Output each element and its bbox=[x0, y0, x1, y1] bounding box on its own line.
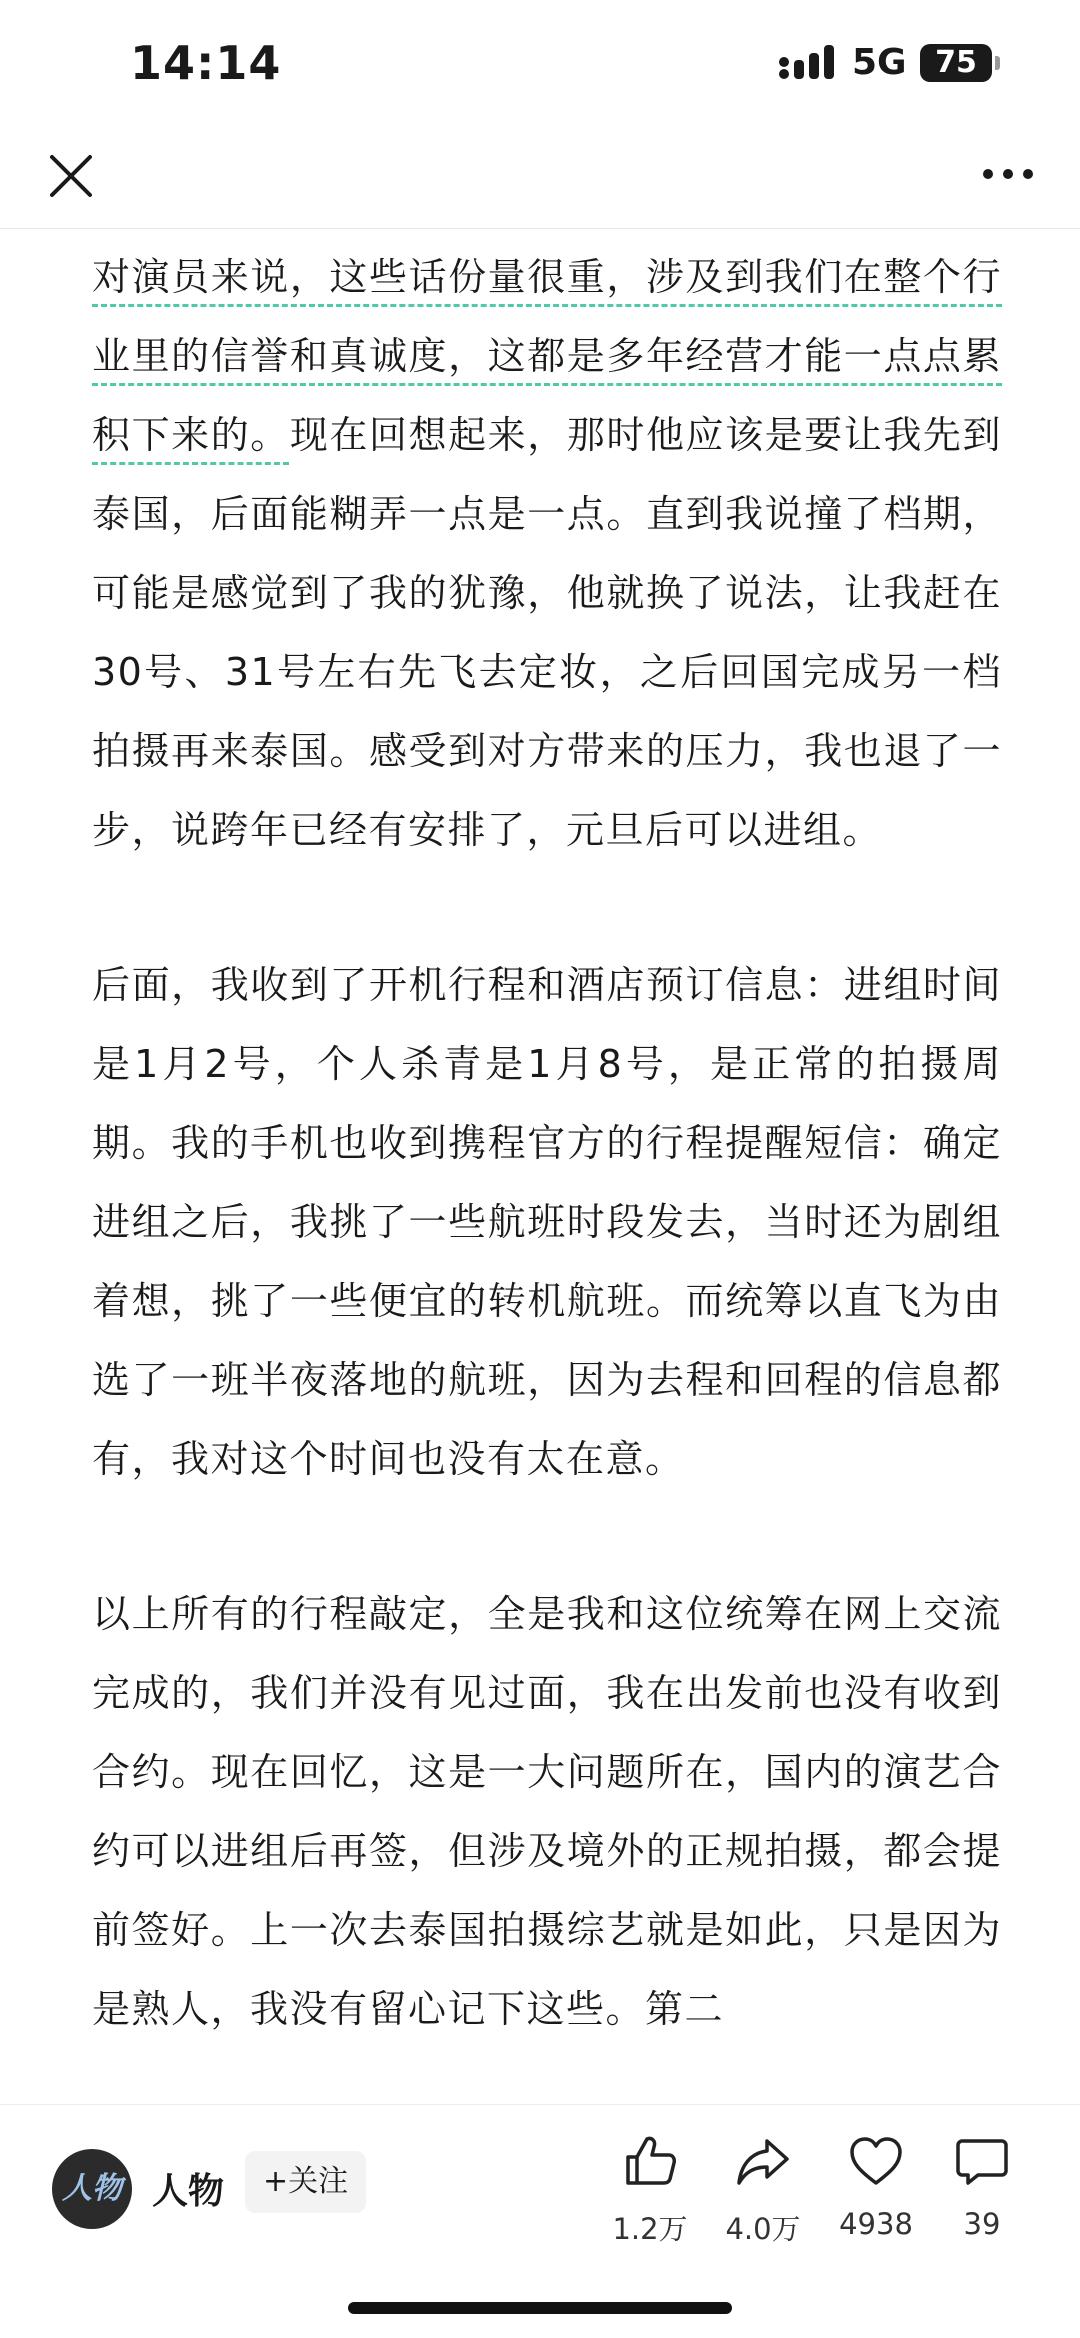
comment-button[interactable] bbox=[922, 2133, 1042, 2241]
avatar[interactable]: 人物 bbox=[52, 2149, 132, 2229]
battery-tip bbox=[995, 56, 1000, 70]
status-bar bbox=[0, 0, 1080, 130]
close-icon[interactable] bbox=[48, 153, 94, 199]
share-icon bbox=[735, 2133, 791, 2189]
article-paragraph: 以上所有的行程敲定，全是我和这位统筹在网上交流完成的，我们并没有见过面，我在出发前也没有收到合约。现在回忆，这是一大问题所在，国内的演艺合约可以进组后再签，但涉及境外的正规拍摄，都会提前签好。上一次去泰国拍摄综艺就是如此，只是因为是熟人，我没有留心记下这些。第二 bbox=[92, 1592, 1002, 2031]
signal-icon bbox=[778, 44, 836, 80]
heart-icon bbox=[848, 2133, 904, 2189]
thumbs-up-icon bbox=[622, 2133, 678, 2189]
home-indicator bbox=[348, 2302, 732, 2314]
article-body bbox=[92, 230, 1002, 2102]
article-paragraph bbox=[92, 238, 1002, 870]
more-icon[interactable] bbox=[980, 162, 1036, 186]
battery-icon: 75 bbox=[920, 44, 992, 82]
author-name[interactable]: 人物 bbox=[152, 2171, 225, 2212]
share-button[interactable] bbox=[703, 2133, 823, 2248]
highlighted-text[interactable]: 对演员来说，这些话份量很重，涉及到我们在整个行业里的信誉和真诚度，这都是多年经营才能一点点累积下来的。 bbox=[92, 255, 1002, 457]
network-type: 5G bbox=[852, 42, 907, 83]
favorite-button[interactable] bbox=[816, 2133, 936, 2241]
favorite-count: 4938 bbox=[839, 2207, 913, 2241]
status-time: 14:14 bbox=[130, 36, 282, 90]
like-button[interactable] bbox=[590, 2133, 710, 2248]
comment-count: 39 bbox=[963, 2207, 1001, 2241]
paragraph-text: 现在回想起来，那时他应该是要让我先到泰国，后面能糊弄一点是一点。直到我说撞了档期，可能是感觉到了我的犹豫，他就换了说法，让我赶在30号、31号左右先飞去定妆，之后回国完成另一档拍摄再来泰国。感受到对方带来的压力，我也退了一步，说跨年已经有安排了，元旦后可以进组。 bbox=[92, 413, 1002, 852]
like-count: 1.2万 bbox=[612, 2212, 688, 2246]
nav-bar bbox=[0, 130, 1080, 229]
article-paragraph: 后面，我收到了开机行程和酒店预订信息：进组时间是1月2号，个人杀青是1月8号，是正常的拍摄周期。我的手机也收到携程官方的行程提醒短信：确定进组之后，我挑了一些航班时段发去，当时还为剧组着想，挑了一些便宜的转机航班。而统筹以直飞为由选了一班半夜落地的航班，因为去程和回程的信息都有，我对这个时间也没有太在意。 bbox=[92, 963, 1002, 1481]
comment-icon bbox=[954, 2133, 1010, 2189]
follow-button[interactable]: +关注 bbox=[245, 2151, 366, 2213]
share-count: 4.0万 bbox=[725, 2212, 801, 2246]
